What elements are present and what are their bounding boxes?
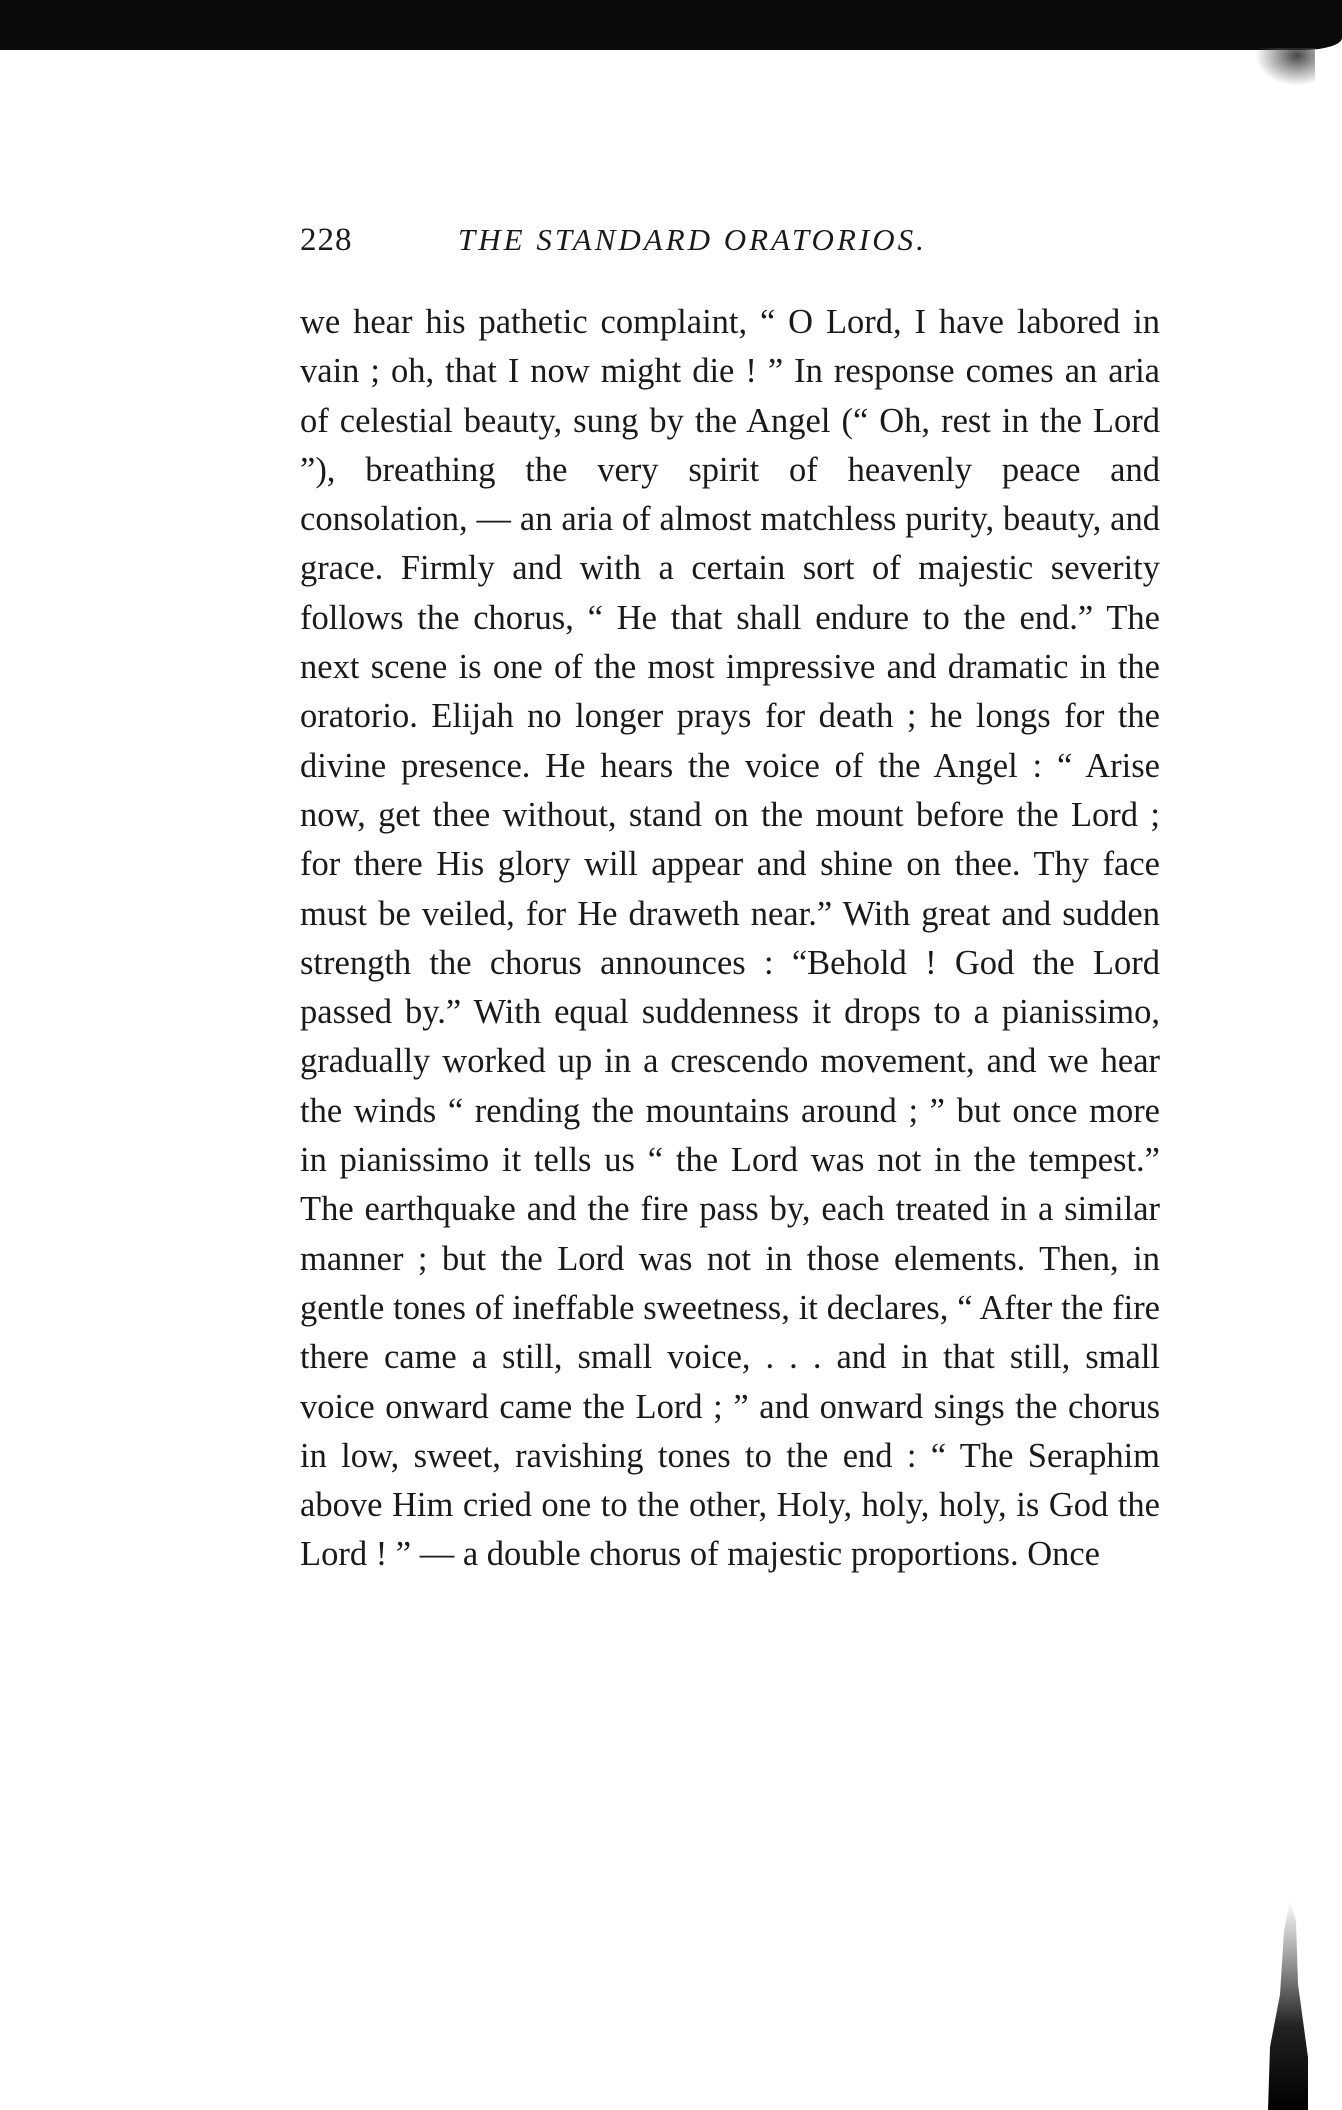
page-header xyxy=(300,222,1160,266)
scan-artifact-top xyxy=(1255,48,1315,86)
scan-artifact-bottom xyxy=(1268,1900,1308,2110)
body-paragraph: we hear his pathetic complaint, “ O Lord, I have labored in vain ; oh, that I now might die ! ” In response comes an aria of celestial beauty, sung by the Angel (“ Oh, rest in the Lord ”), breathing the very spirit of heavenly peace and consolation, — an aria of almost matchless purity, beauty, and grace. Firmly and with a certain sort of majestic severity follows the chorus, “ He that shall endure to the end.” The next scene is one of the most impressive and dramatic in the oratorio. Elijah no longer prays for death ; he longs for the divine presence. He hears the voice of the Angel : “ Arise now, get thee without, stand on the mount before the Lord ; for there His glory will appear and shine on thee. Thy face must be veiled, for He draweth near.” With great and sudden strength the chorus announces : “Behold ! God the Lord passed by.” With equal suddenness it drops to a pianissimo, gradually worked up in a crescendo movement, and we hear the winds “ rending the mountains around ; ” but once more in pianissimo it tells us “ the Lord was not in the tempest.” The earthquake and the fire pass by, each treated in a similar manner ; but the Lord was not in those elements. Then, in gentle tones of ineffable sweetness, it declares, “ After the fire there came a still, small voice, . . . and in that still, small voice onward came the Lord ; ” and onward sings the chorus in low, sweet, ravishing tones to the end : “ The Seraphim above Him cried one to the other, Holy, holy, holy, is God the Lord ! ” — a double chorus of majestic proportions. Once xyxy=(300,303,1160,1574)
scan-top-border xyxy=(0,0,1342,50)
running-title: THE STANDARD ORATORIOS. xyxy=(458,222,927,257)
page-number: 228 xyxy=(300,222,353,258)
